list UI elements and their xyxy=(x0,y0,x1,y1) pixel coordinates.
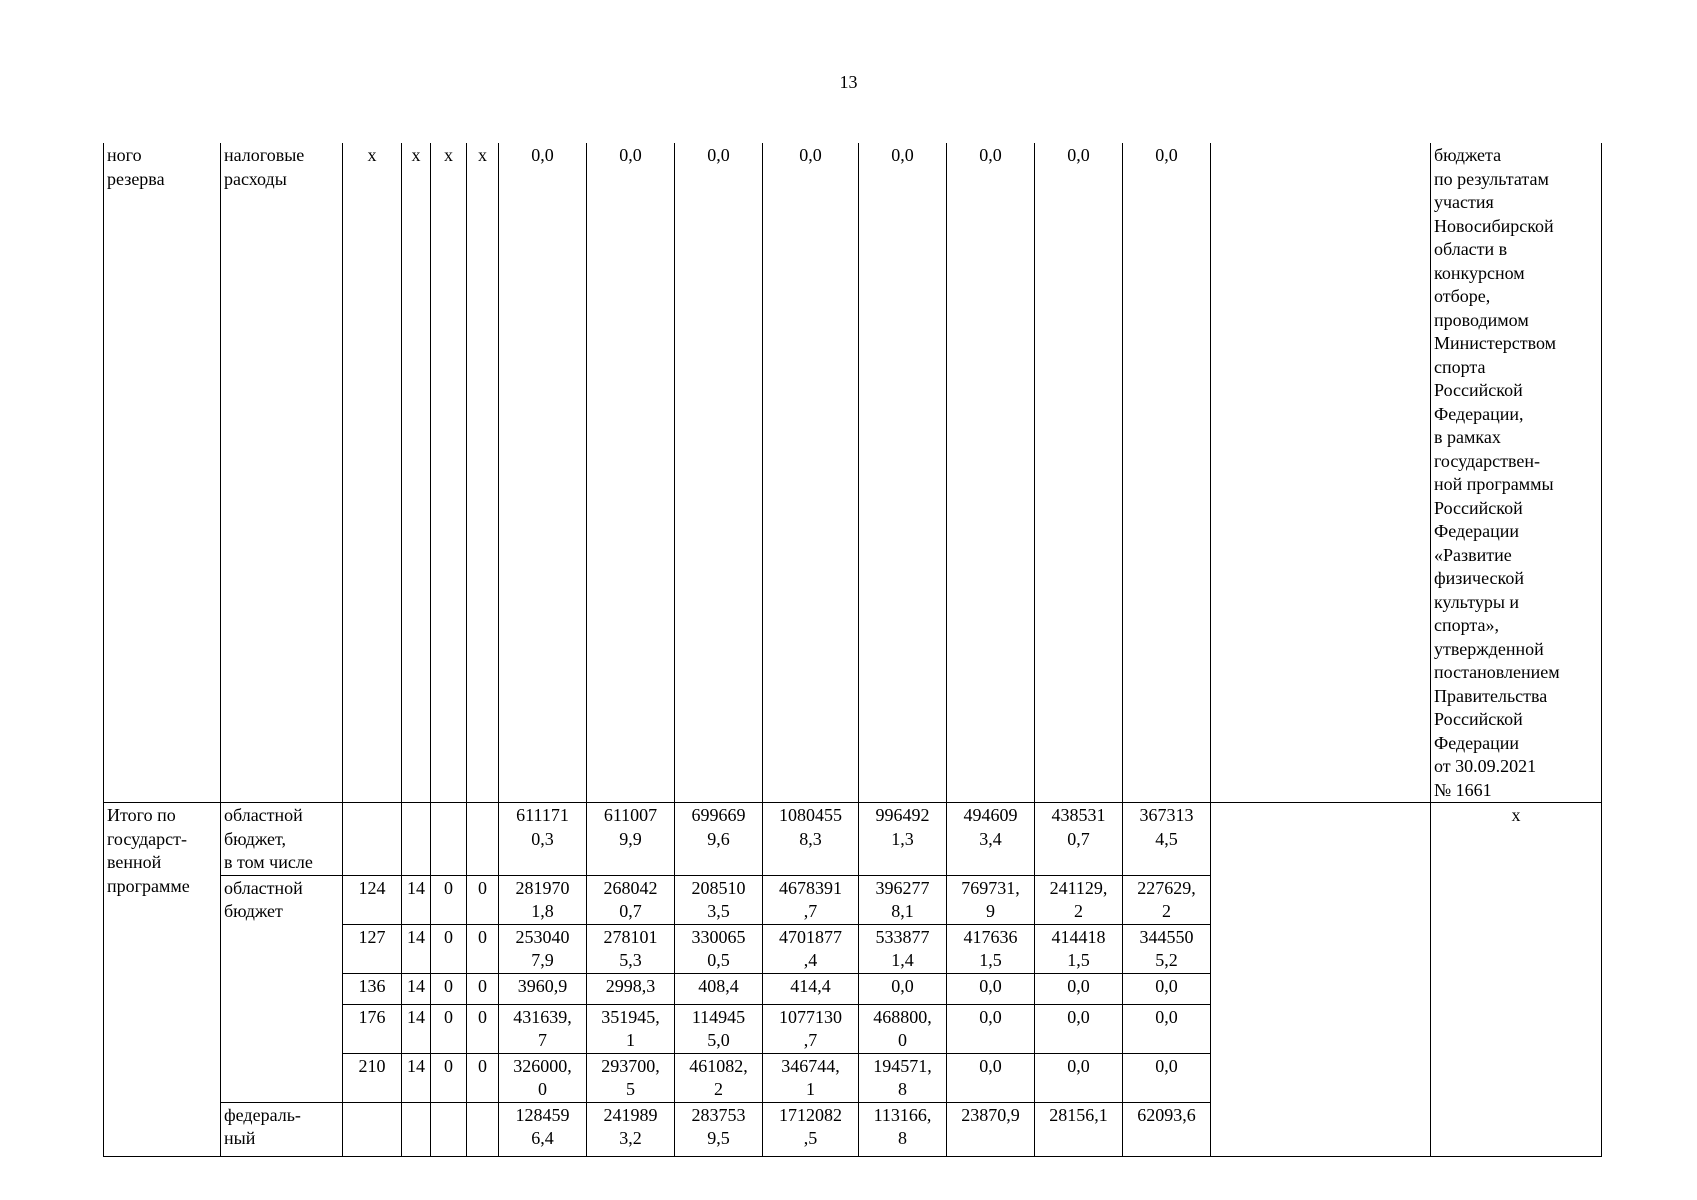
value-cell: 3960,9 xyxy=(499,973,587,1004)
value-cell: 611171 0,3 xyxy=(499,803,587,876)
value-cell: 414418 1,5 xyxy=(1035,924,1123,973)
value-cell: 4678391 ,7 xyxy=(763,875,859,924)
value-cell: 0,0 xyxy=(947,1004,1035,1053)
value-cell: 1077130 ,7 xyxy=(763,1004,859,1053)
value-cell: 0,0 xyxy=(947,143,1035,803)
code-cell: 14 xyxy=(402,1004,431,1053)
code-cell xyxy=(467,803,499,876)
value-cell: 438531 0,7 xyxy=(1035,803,1123,876)
value-cell: 533877 1,4 xyxy=(859,924,947,973)
code-cell: 0 xyxy=(467,924,499,973)
value-cell: 0,0 xyxy=(499,143,587,803)
empty-cell xyxy=(1211,143,1431,803)
code-cell: 0 xyxy=(431,875,467,924)
code-cell: х xyxy=(467,143,499,803)
financing-source: федераль- ный xyxy=(221,1102,343,1156)
total-name: Итого по государст- венной программе xyxy=(104,803,221,1157)
code-cell: 0 xyxy=(431,973,467,1004)
code-cell: 0 xyxy=(467,1004,499,1053)
code-cell: 0 xyxy=(467,973,499,1004)
value-cell: 0,0 xyxy=(1123,143,1211,803)
value-cell: 0,0 xyxy=(675,143,763,803)
code-cell xyxy=(343,1102,402,1156)
code-cell xyxy=(431,1102,467,1156)
financing-source: областной бюджет, в том числе xyxy=(221,803,343,876)
code-cell: 136 xyxy=(343,973,402,1004)
value-cell: 414,4 xyxy=(763,973,859,1004)
value-cell: 4701877 ,4 xyxy=(763,924,859,973)
code-cell: 14 xyxy=(402,973,431,1004)
value-cell: 23870,9 xyxy=(947,1102,1035,1156)
value-cell: 0,0 xyxy=(1035,1004,1123,1053)
value-cell: 367313 4,5 xyxy=(1123,803,1211,876)
value-cell: 996492 1,3 xyxy=(859,803,947,876)
code-cell: х xyxy=(431,143,467,803)
value-cell: 0,0 xyxy=(1123,1053,1211,1102)
row-name: ного резерва xyxy=(104,143,221,803)
value-cell: 1712082 ,5 xyxy=(763,1102,859,1156)
value-cell: 468800, 0 xyxy=(859,1004,947,1053)
value-cell: 330065 0,5 xyxy=(675,924,763,973)
value-cell: 0,0 xyxy=(1123,1004,1211,1053)
code-cell: 176 xyxy=(343,1004,402,1053)
code-cell: 14 xyxy=(402,875,431,924)
value-cell: 0,0 xyxy=(1035,143,1123,803)
financing-source: налоговые расходы xyxy=(221,143,343,803)
value-cell: 194571, 8 xyxy=(859,1053,947,1102)
code-cell: 0 xyxy=(467,875,499,924)
financing-source: областной бюджет xyxy=(221,875,343,1102)
code-cell: 0 xyxy=(431,1004,467,1053)
value-cell: 114945 5,0 xyxy=(675,1004,763,1053)
value-cell: 431639, 7 xyxy=(499,1004,587,1053)
value-cell: 0,0 xyxy=(1123,973,1211,1004)
value-cell: 62093,6 xyxy=(1123,1102,1211,1156)
value-cell: 1080455 8,3 xyxy=(763,803,859,876)
value-cell: 0,0 xyxy=(947,1053,1035,1102)
value-cell: 417636 1,5 xyxy=(947,924,1035,973)
value-cell: 268042 0,7 xyxy=(587,875,675,924)
program-budget-table xyxy=(103,143,1602,1157)
value-cell: 0,0 xyxy=(859,143,947,803)
value-cell: 0,0 xyxy=(1035,1053,1123,1102)
code-cell: 210 xyxy=(343,1053,402,1102)
value-cell: 344550 5,2 xyxy=(1123,924,1211,973)
code-cell: 14 xyxy=(402,924,431,973)
code-cell xyxy=(431,803,467,876)
code-cell xyxy=(402,803,431,876)
value-cell: 351945, 1 xyxy=(587,1004,675,1053)
value-cell: 494609 3,4 xyxy=(947,803,1035,876)
code-cell xyxy=(402,1102,431,1156)
value-cell: 0,0 xyxy=(587,143,675,803)
code-cell: 0 xyxy=(467,1053,499,1102)
value-cell: 0,0 xyxy=(859,973,947,1004)
value-cell: 241129, 2 xyxy=(1035,875,1123,924)
code-cell xyxy=(343,803,402,876)
table-row xyxy=(104,803,1602,876)
value-cell: 241989 3,2 xyxy=(587,1102,675,1156)
value-cell: 699669 9,6 xyxy=(675,803,763,876)
value-cell: 28156,1 xyxy=(1035,1102,1123,1156)
value-cell: 408,4 xyxy=(675,973,763,1004)
value-cell: 611007 9,9 xyxy=(587,803,675,876)
value-cell: 283753 9,5 xyxy=(675,1102,763,1156)
value-cell: 227629, 2 xyxy=(1123,875,1211,924)
value-cell: 113166, 8 xyxy=(859,1102,947,1156)
value-cell: 396277 8,1 xyxy=(859,875,947,924)
code-cell: х xyxy=(402,143,431,803)
value-cell: 281970 1,8 xyxy=(499,875,587,924)
page-number: 13 xyxy=(839,72,858,92)
value-cell: 2998,3 xyxy=(587,973,675,1004)
empty-cell xyxy=(1211,803,1431,1157)
note-cell: бюджета по результатам участия Новосибирской области в конкурсном отборе, проводимом Министерством спорта Российской Федерации, в рамках государствен- ной программы Российской Федерации «Развитие физической культуры и спорта», утвержденной постановлением Правительства Российской Федерации от 30.09.2021 № 1661 xyxy=(1431,143,1602,803)
code-cell: 124 xyxy=(343,875,402,924)
value-cell: 278101 5,3 xyxy=(587,924,675,973)
value-cell: 128459 6,4 xyxy=(499,1102,587,1156)
value-cell: 253040 7,9 xyxy=(499,924,587,973)
value-cell: 208510 3,5 xyxy=(675,875,763,924)
code-cell: 127 xyxy=(343,924,402,973)
note-cell: х xyxy=(1431,803,1602,1157)
value-cell: 461082, 2 xyxy=(675,1053,763,1102)
value-cell: 0,0 xyxy=(947,973,1035,1004)
table-row xyxy=(104,143,1602,803)
code-cell: 0 xyxy=(431,924,467,973)
code-cell xyxy=(467,1102,499,1156)
value-cell: 293700, 5 xyxy=(587,1053,675,1102)
code-cell: 14 xyxy=(402,1053,431,1102)
value-cell: 326000, 0 xyxy=(499,1053,587,1102)
value-cell: 346744, 1 xyxy=(763,1053,859,1102)
code-cell: х xyxy=(343,143,402,803)
value-cell: 769731, 9 xyxy=(947,875,1035,924)
value-cell: 0,0 xyxy=(1035,973,1123,1004)
code-cell: 0 xyxy=(431,1053,467,1102)
value-cell: 0,0 xyxy=(763,143,859,803)
